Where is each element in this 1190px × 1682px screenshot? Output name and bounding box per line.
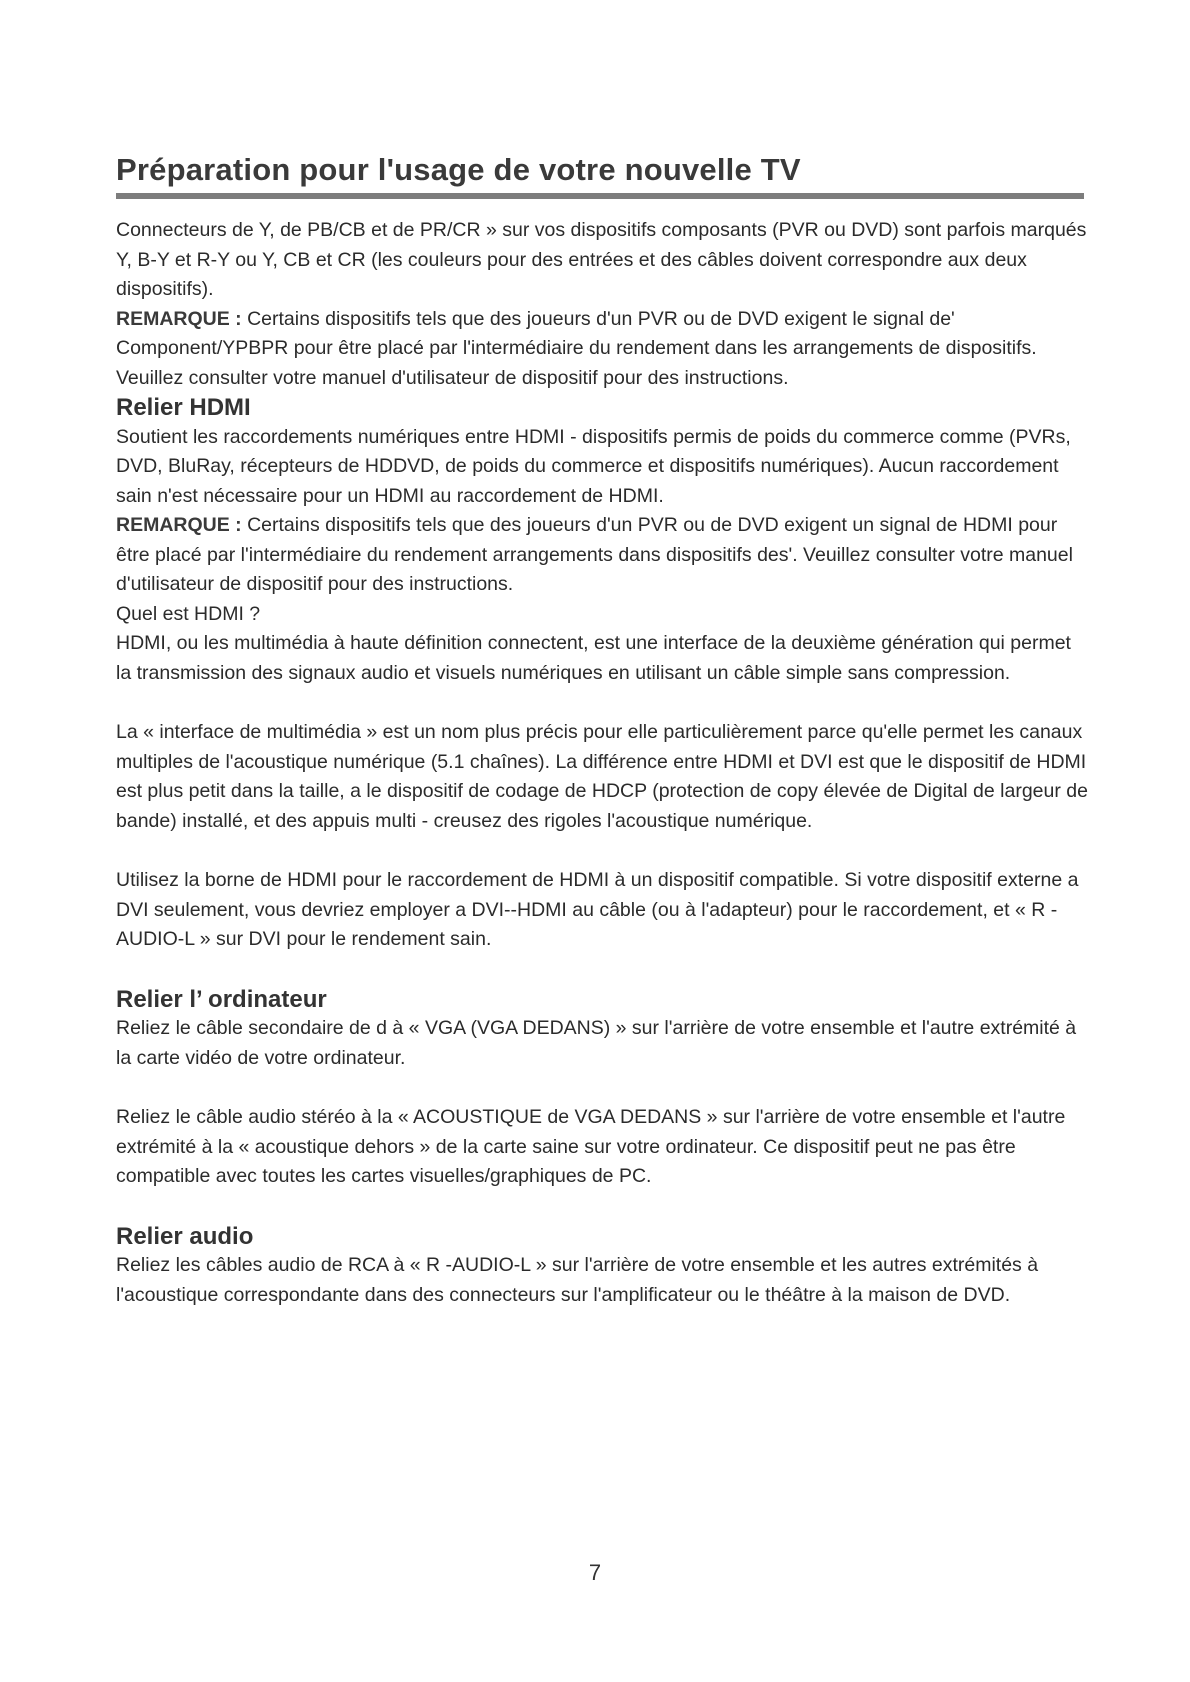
note-text: Certains dispositifs tels que des joueurs d'un PVR ou de DVD exigent un signal de HDMI pour être placé par l'intermédiaire du rendement arrangements dans dispositifs des'. Veuillez consulter votre manuel d'utilisateur de dispositif pour des instructions.: [116, 514, 1073, 595]
hdmi-question: Quel est HDMI ?: [116, 602, 261, 625]
hdmi-note: [116, 511, 1091, 600]
section-heading-computer: Relier l’ ordinateur: [116, 985, 327, 1013]
hdmi-paragraph-2: HDMI, ou les multimédia à haute définition connectent, est une interface de la deuxième génération qui permet la transmission des signaux audio et visuels numériques en utilisant un câble simple sans compression.: [116, 632, 1071, 684]
note-label: REMARQUE :: [116, 514, 242, 536]
page-number: 7: [588, 1560, 602, 1585]
hdmi-paragraph-4: Utilisez la borne de HDMI pour le raccordement de HDMI à un dispositif compatible. Si votre dispositif externe a DVI seulement, vous devriez employer a DVI--HDMI au câble (ou à l'adapteur) pour le raccordement, et « R -AUDIO-L » sur DVI pour le rendement sain.: [116, 869, 1079, 950]
hdmi-paragraph-1: Soutient les raccordements numériques entre HDMI - dispositifs permis de poids du commerce comme (PVRs, DVD, BluRay, récepteurs de HDDVD, de poids du commerce et dispositifs numériques). Aucun raccordement sain n'est nécessaire pour un HDMI au raccordement de HDMI.: [116, 425, 1071, 507]
computer-paragraph-2: Reliez le câble audio stéréo à la « ACOUSTIQUE de VGA DEDANS » sur l'arrière de votre ensemble et l'autre extrémité à la « acoustique dehors » de la carte saine sur votre ordinateur. Ce dispositif peut ne pas être compatible avec toutes les cartes visuelles/graphiques de PC.: [116, 1106, 1066, 1187]
intro-note: [116, 305, 1091, 394]
computer-paragraph-1: Reliez le câble secondaire de d à « VGA (VGA DEDANS) » sur l'arrière de votre ensemble et l'autre extrémité à la carte vidéo de votre ordinateur.: [116, 1017, 1077, 1069]
note-text: Certains dispositifs tels que des joueurs d'un PVR ou de DVD exigent le signal de' Component/YPBPR pour être placé par l'intermédiaire du rendement dans les arrangements de dispositifs. Veuillez consulter votre manuel d'utilisateur de dispositif pour des instructions.: [116, 307, 1037, 389]
audio-paragraph-1: Reliez les câbles audio de RCA à « R -AUDIO-L » sur l'arrière de votre ensemble et les autres extrémités à l'acoustique correspondante dans des connecteurs sur l'amplificateur ou le théâtre à la maison de DVD.: [116, 1254, 1039, 1306]
section-heading-hdmi: Relier HDMI: [116, 394, 251, 421]
hdmi-paragraph-3: La « interface de multimédia » est un nom plus précis pour elle particulièrement parce qu'elle permet les canaux multiples de l'acoustique numérique (5.1 chaînes). La différence entre HDMI et DVI est que le dispositif de HDMI est plus petit dans la taille, a le dispositif de codage de HDCP (protection de copy élevée de Digital de largeur de bande) installé, et des appuis multi - creusez des rigoles l'acoustique numérique.: [116, 721, 1088, 832]
section-heading-audio: Relier audio: [116, 1222, 254, 1250]
document-body: [116, 216, 1091, 1310]
note-label: REMARQUE :: [116, 307, 242, 330]
intro-paragraph: Connecteurs de Y, de PB/CB et de PR/CR » sur vos dispositifs composants (PVR ou DVD) sont parfois marqués Y, B-Y et R-Y ou Y, CB et CR (les couleurs pour des entrées et des câbles doivent correspondre aux deux dispositifs).: [116, 219, 1087, 300]
title-underline: [116, 193, 1084, 199]
page-title: Préparation pour l'usage de votre nouvelle TV: [116, 152, 801, 187]
